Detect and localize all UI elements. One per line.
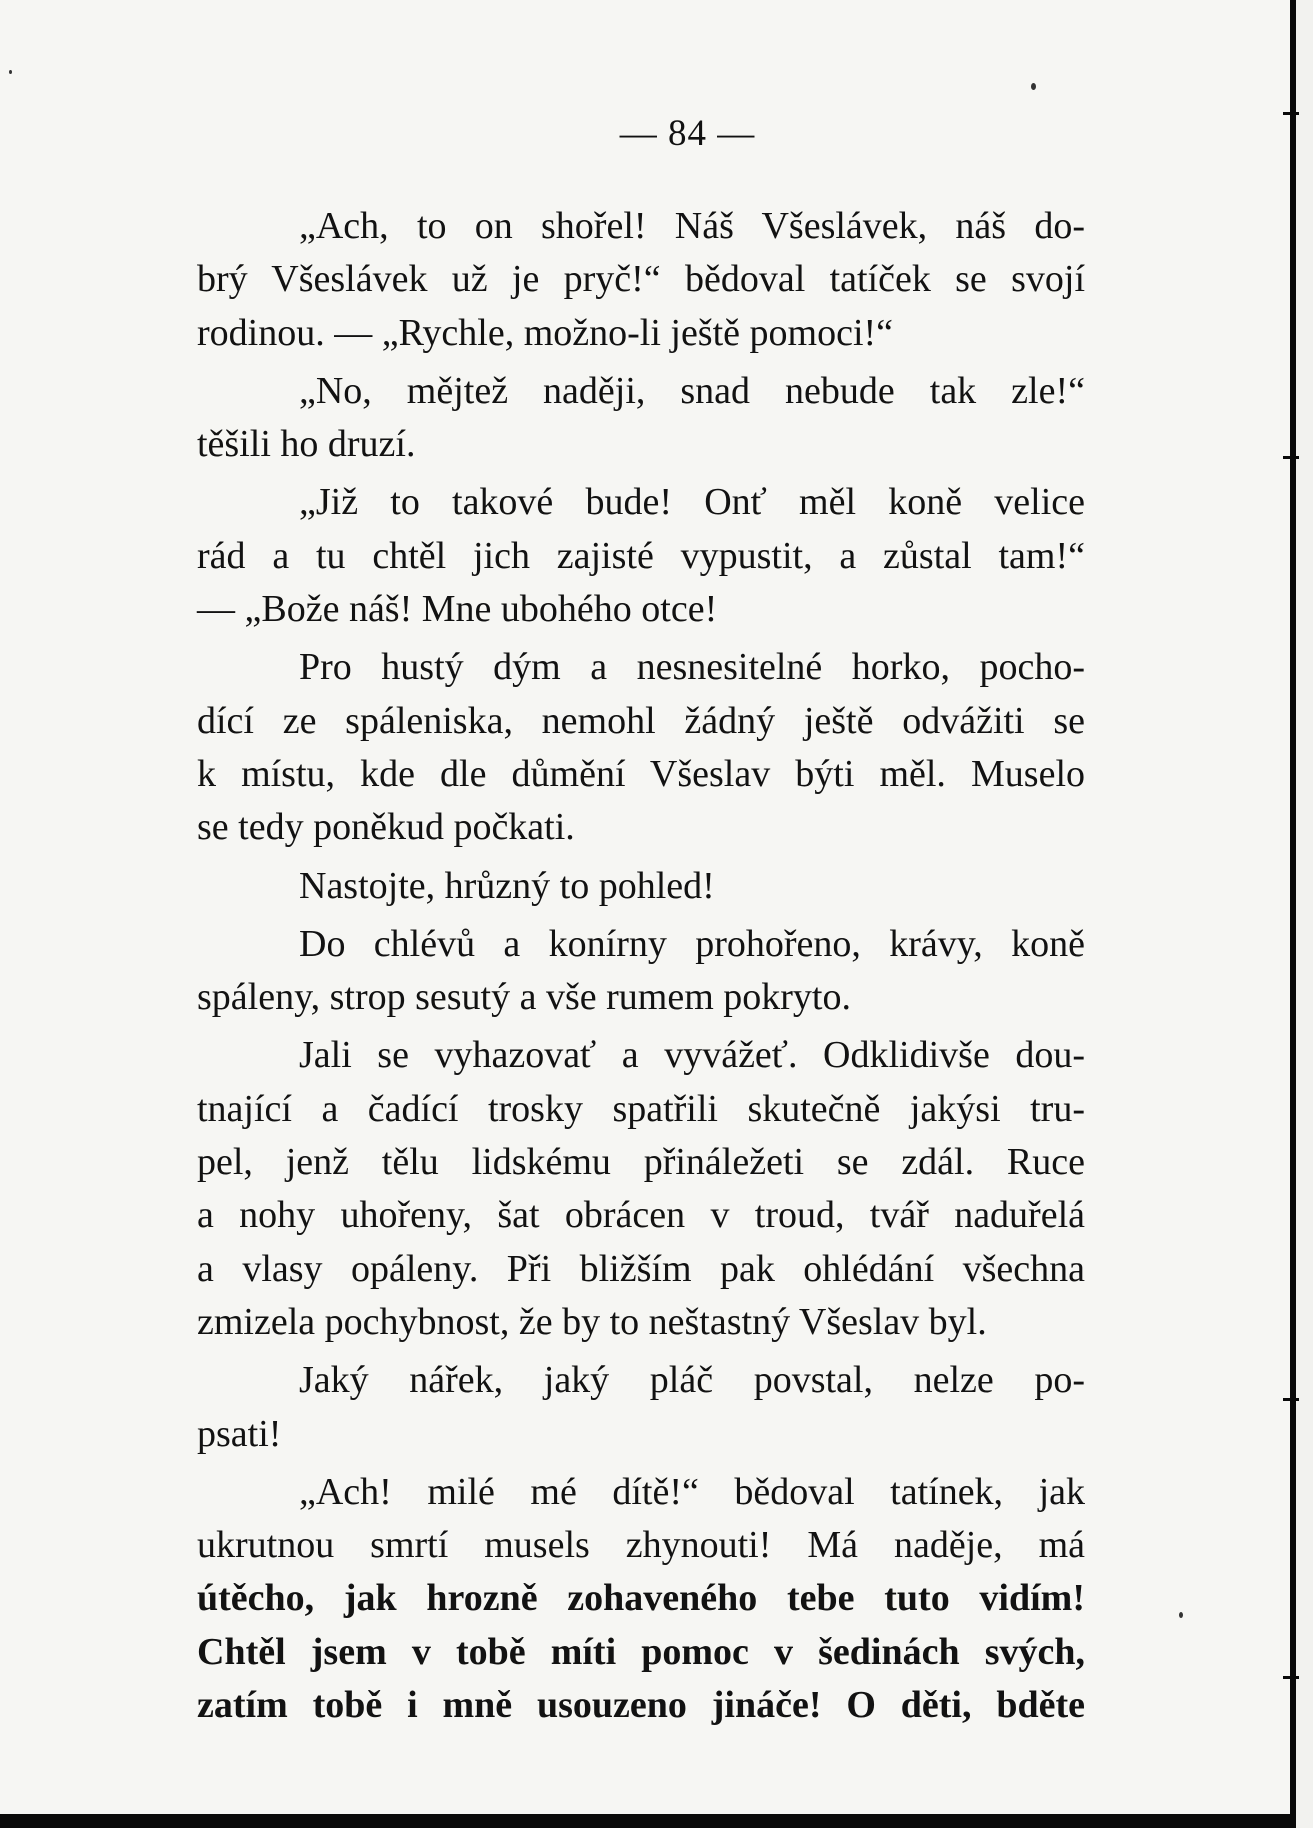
edge-tick: [1283, 456, 1299, 459]
text-line: tnající a čadící trosky spatřili skutečně jakýsi tru-: [197, 1087, 1085, 1130]
text-line: Do chlévů a konírny prohořeno, krávy, koně: [299, 922, 1085, 965]
text-line: spáleny, strop sesutý a vše rumem pokryto.: [197, 976, 851, 1019]
speck-mark: [1031, 83, 1036, 90]
text-line: dící ze spáleniska, nemohl žádný ještě odvážiti se: [197, 699, 1085, 742]
speck-mark: [9, 70, 12, 74]
text-line: brý Všeslávek už je pryč!“ bědoval tatíček se svojí: [197, 258, 1085, 301]
text-line: „Již to takové bude! Onť měl koně velice: [299, 481, 1085, 524]
text-line: a vlasy opáleny. Při bližším pak ohlédání všechna: [197, 1247, 1085, 1290]
text-line: těšili ho druzí.: [197, 423, 416, 466]
text-line: „No, mějtež naději, snad nebude tak zle!“: [299, 369, 1085, 412]
text-line: — „Bože náš! Mne ubohého otce!: [197, 588, 718, 631]
text-line: Chtěl jsem v tobě míti pomoc v šedinách svých,: [197, 1630, 1085, 1673]
edge-tick: [1283, 1398, 1299, 1401]
speck-mark: [1179, 1612, 1183, 1618]
text-line: psati!: [197, 1412, 282, 1455]
text-line: ukrutnou smrtí musels zhynouti! Má naděje, má: [197, 1524, 1085, 1567]
right-margin: [1296, 0, 1313, 1828]
text-line: „Ach! milé mé dítě!“ bědoval tatínek, jak: [299, 1470, 1085, 1513]
text-line: zatím tobě i mně usouzeno jináče! O děti, bděte: [197, 1684, 1085, 1727]
edge-tick: [1283, 112, 1299, 115]
text-line: „Ach, to on shořel! Náš Všeslávek, náš do-: [299, 205, 1085, 247]
text-line: útěcho, jak hrozně zohaveného tebe tuto vidím!: [197, 1577, 1085, 1620]
text-line: zmizela pochybnost, že by to neštastný Všeslav byl.: [197, 1300, 987, 1343]
text-line: Nastojte, hrůzný to pohled!: [299, 864, 715, 907]
text-line: rád a tu chtěl jich zajisté vypustit, a zůstal tam!“: [197, 534, 1085, 577]
page-number: — 84 —: [619, 113, 756, 154]
edge-tick: [1283, 1676, 1299, 1679]
text-line: pel, jenž tělu lidskému přináležeti se zdál. Ruce: [197, 1141, 1085, 1184]
body-text: [197, 200, 1085, 1732]
text-line: k místu, kde dle důmění Všeslav býti měl. Muselo: [197, 752, 1085, 795]
text-line: se tedy poněkud počkati.: [197, 806, 575, 849]
text-line: Jali se vyhazovať a vyvážeť. Odklidivše dou-: [299, 1034, 1085, 1077]
text-line: a nohy uhořeny, šat obrácen v troud, tvář naduřelá: [197, 1194, 1085, 1237]
text-line: Pro hustý dým a nesnesitelné horko, pocho-: [299, 646, 1085, 689]
text-line: rodinou. — „Rychle, možno-li ještě pomoci!“: [197, 311, 894, 354]
text-line: Jaký nářek, jaký pláč povstal, nelze po-: [299, 1359, 1085, 1402]
